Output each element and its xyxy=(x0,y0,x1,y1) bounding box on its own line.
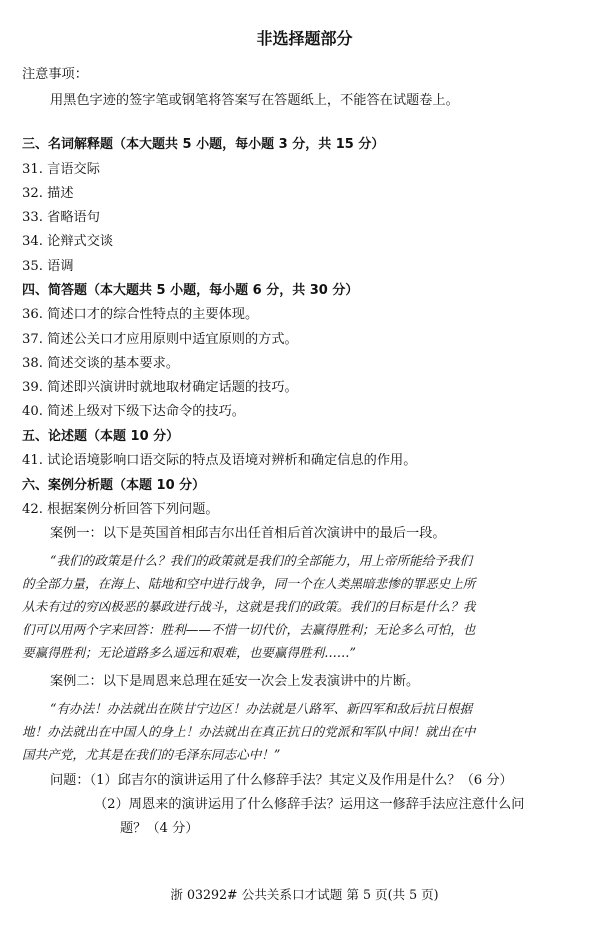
case1-intro: 案例一：以下是英国首相邱吉尔出任首相后首次演讲中的最后一段。 xyxy=(50,526,446,541)
term-item: 31. 言语交际 xyxy=(22,162,100,177)
question-part2: （2）周恩来的演讲运用了什么修辞手法？运用这一修辞手法应注意什么问 xyxy=(94,797,525,812)
quote-line: “我们的政策是什么？我们的政策就是我们的全部能力，用上帝所能给予我们 xyxy=(50,553,473,568)
short-answer-item: 39. 简述即兴演讲时就地取材确定话题的技巧。 xyxy=(22,380,298,395)
case2-intro: 案例二：以下是周恩来总理在延安一次会上发表演讲中的片断。 xyxy=(50,674,420,689)
term-item: 35. 语调 xyxy=(22,259,74,274)
section4-heading: 四、简答题（本大题共 5 小题，每小题 6 分，共 30 分） xyxy=(22,283,359,298)
notice-text: 用黑色字迹的签字笔或钢笔将答案写在答题纸上，不能答在试题卷上。 xyxy=(50,93,459,108)
question-part2-cont: 题？（4 分） xyxy=(120,821,199,836)
quote-line: 要赢得胜利；无论道路多么遥远和艰难，也要赢得胜利……” xyxy=(22,645,356,660)
short-answer-item: 38. 简述交谈的基本要求。 xyxy=(22,356,180,371)
essay-item: 41. 试论语境影响口语交际的特点及语境对辨析和确定信息的作用。 xyxy=(22,453,417,468)
quote-line: “有办法！办法就出在陕甘宁边区！办法就是八路军、新四军和敌后抗日根据 xyxy=(50,701,473,716)
short-answer-item: 37. 简述公关口才应用原则中适宜原则的方式。 xyxy=(22,332,298,347)
question-42: 42. 根据案例分析回答下列问题。 xyxy=(22,502,219,517)
notice-heading: 注意事项： xyxy=(22,67,88,82)
case1-quote xyxy=(22,549,586,664)
quote-line: 的全部力量，在海上、陆地和空中进行战争，同一个在人类黑暗悲惨的罪恶史上所 xyxy=(22,576,476,591)
term-item: 32. 描述 xyxy=(22,186,74,201)
quote-line: 国共产党，尤其是在我们的毛泽东同志心中！” xyxy=(22,747,281,762)
section5-heading: 五、论述题（本题 10 分） xyxy=(22,429,180,444)
page-title: 非选择题部分 xyxy=(256,29,353,48)
quote-line: 地！办法就出在中国人的身上！办法就出在真正抗日的党派和军队中间！就出在中 xyxy=(22,724,476,739)
case2-quote xyxy=(22,697,586,766)
page-footer: 浙 03292# 公共关系口才试题 第 5 页(共 5 页) xyxy=(170,887,439,902)
section6-heading: 六、案例分析题（本题 10 分） xyxy=(22,478,206,493)
section3-heading: 三、名词解释题（本大题共 5 小题，每小题 3 分，共 15 分） xyxy=(22,137,385,152)
short-answer-item: 40. 简述上级对下级下达命令的技巧。 xyxy=(22,404,245,419)
short-answer-item: 36. 简述口才的综合性特点的主要体现。 xyxy=(22,307,259,322)
term-item: 34. 论辩式交谈 xyxy=(22,234,114,249)
quote-line: 从未有过的穷凶极恶的暴政进行战斗，这就是我们的政策。我们的目标是什么？我 xyxy=(22,599,476,614)
question-part1: 问题：（1）邱吉尔的演讲运用了什么修辞手法？其定义及作用是什么？（6 分） xyxy=(50,773,513,788)
term-item: 33. 省略语句 xyxy=(22,210,100,225)
quote-line: 们可以用两个字来回答：胜利——不惜一切代价，去赢得胜利；无论多么可怕，也 xyxy=(22,622,476,637)
